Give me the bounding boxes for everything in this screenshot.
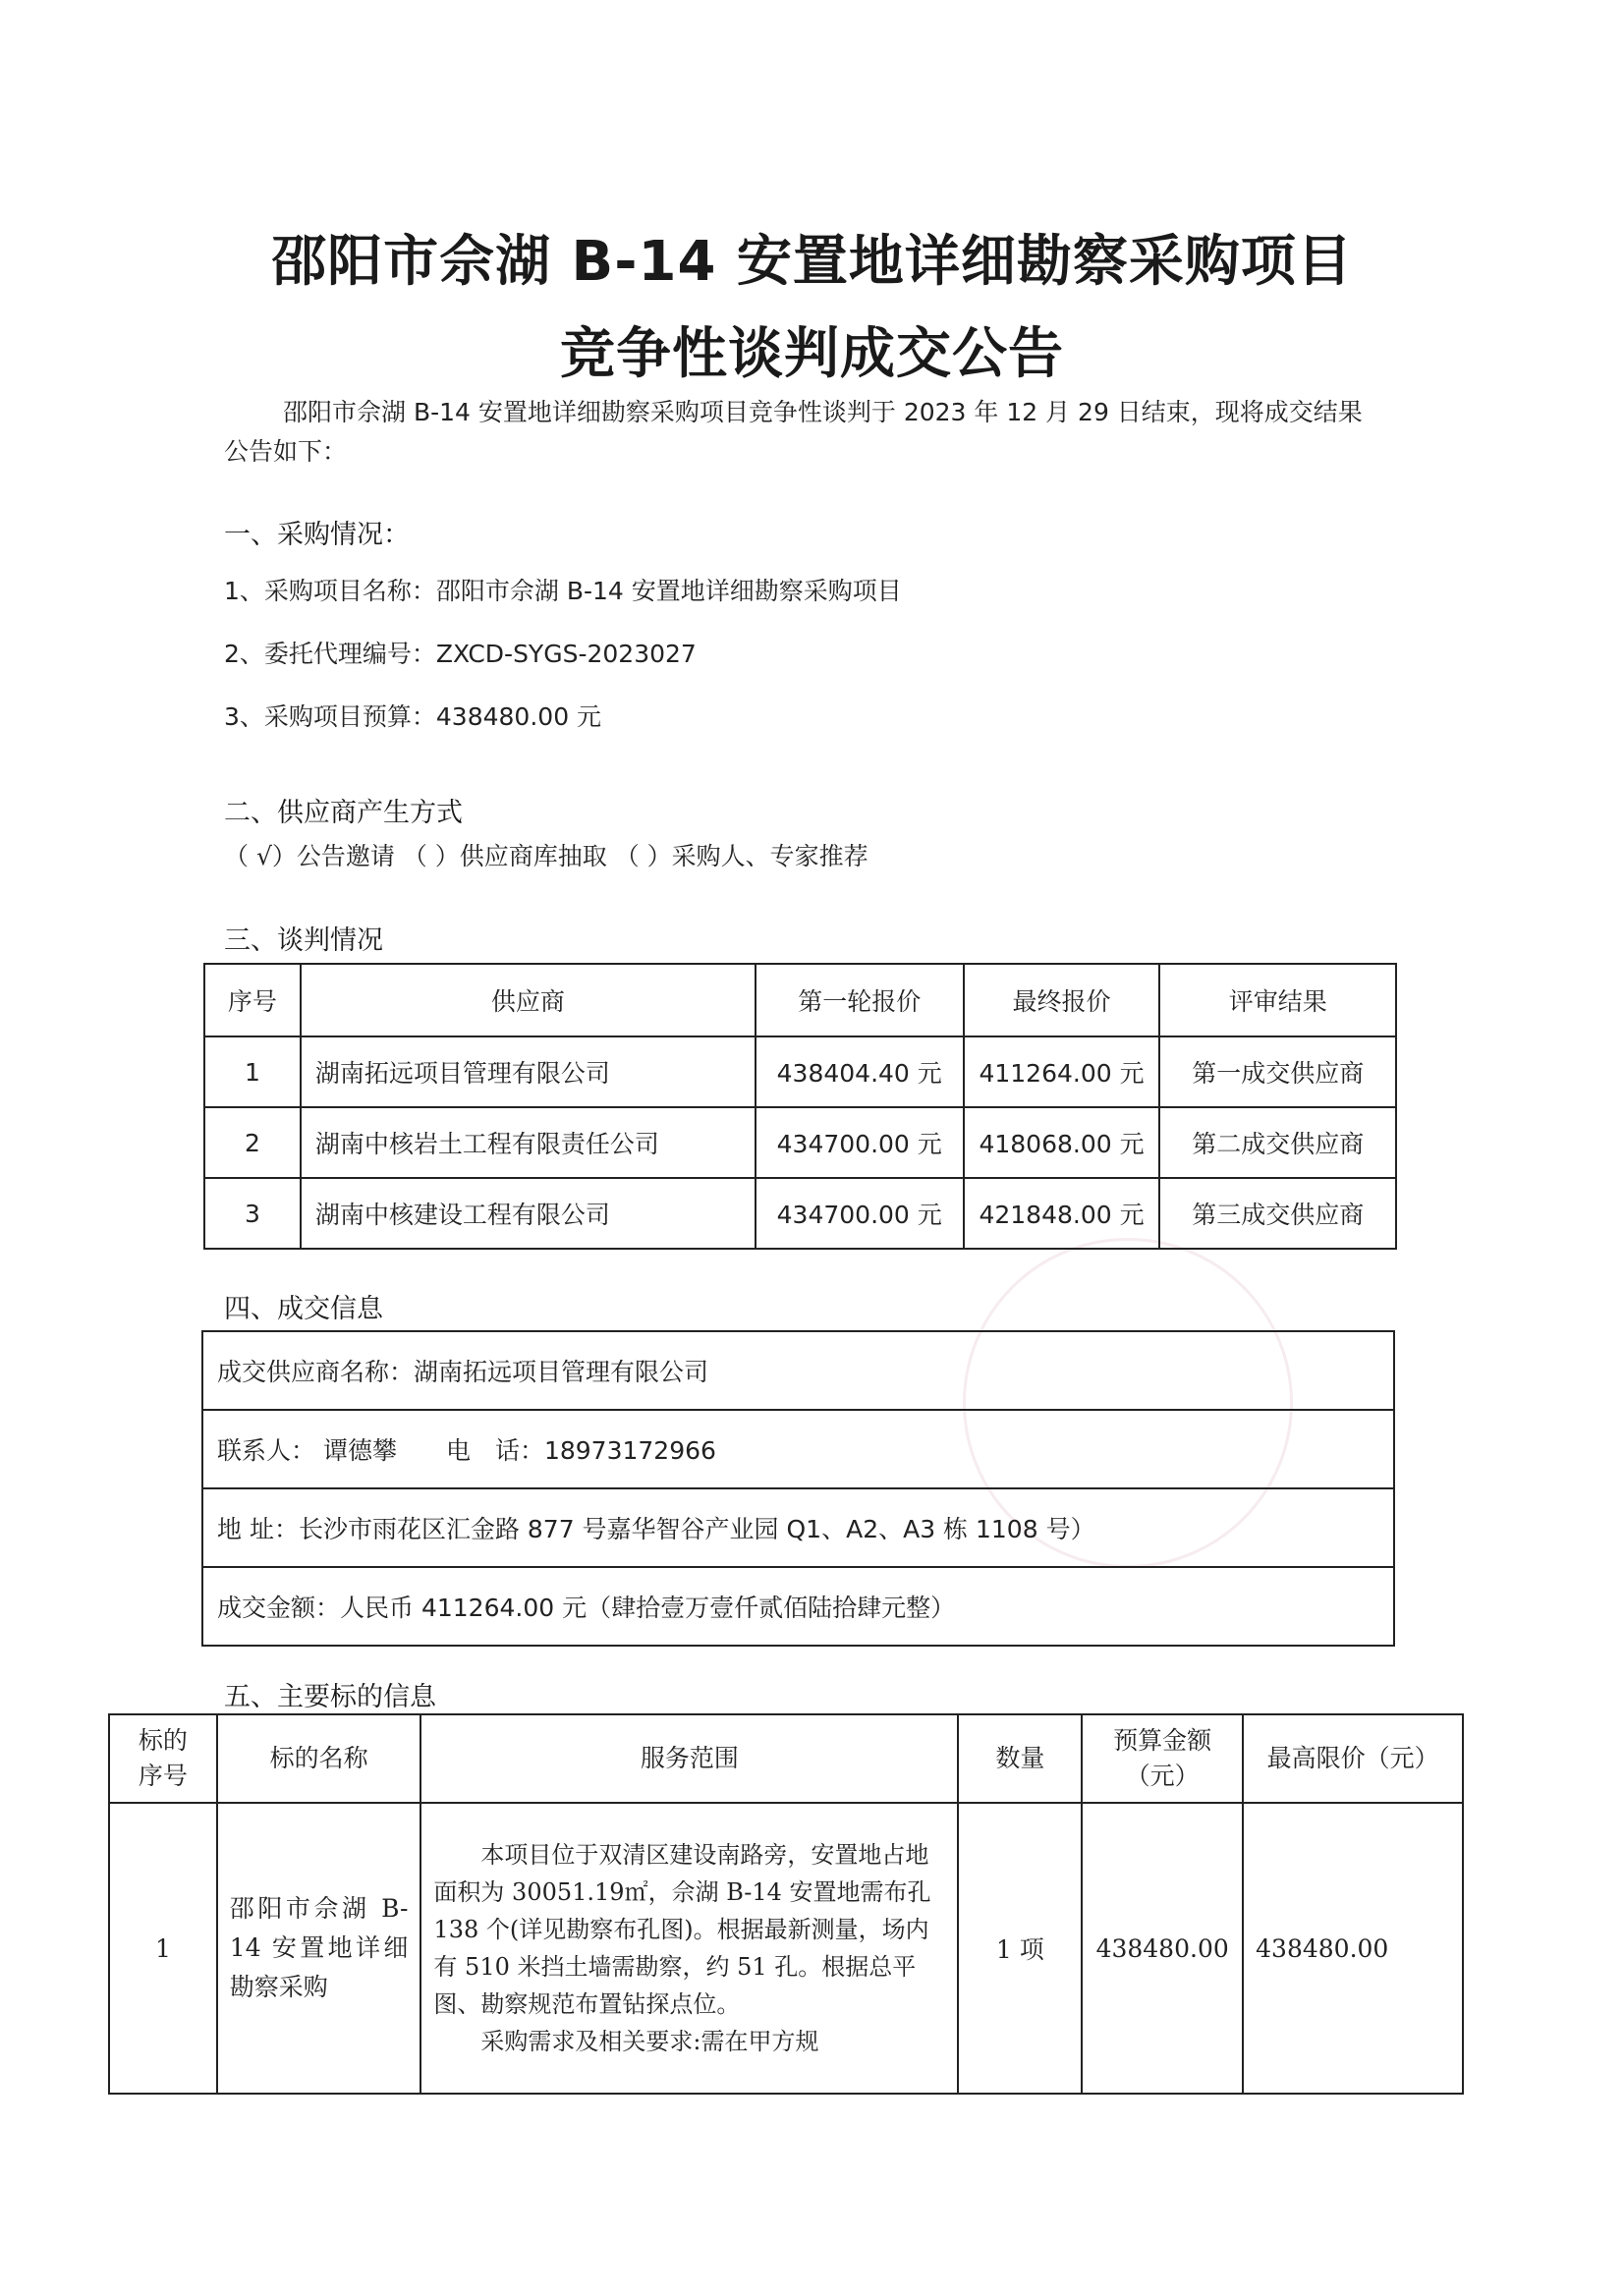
table-header-row	[109, 1714, 1463, 1803]
scope-paragraph-1: 本项目位于双清区建设南路旁，安置地占地面积为 30051.19㎡，佘湖 B-14 安置地需布孔 138 个(详见勘察布孔图)。根据最新测量，场内有 510 米挡土墙需勘察，约 51 孔。根据总平图、勘察规范布置钻探点位。	[433, 1841, 931, 2018]
cell-service-scope	[420, 1803, 958, 2094]
cell-budget: 438480.00	[1082, 1803, 1243, 2094]
table-row	[109, 1803, 1463, 2094]
cell-result: 第三成交供应商	[1159, 1178, 1396, 1249]
col-header-index: 序号	[204, 964, 301, 1036]
cell-result: 第一成交供应商	[1159, 1036, 1396, 1107]
section1-heading: 一、采购情况：	[224, 520, 410, 550]
cell-final-bid: 411264.00 元	[964, 1036, 1160, 1107]
scope-paragraph-2: 采购需求及相关要求:需在甲方规	[480, 2028, 819, 2055]
awarded-supplier-name: 成交供应商名称：湖南拓远项目管理有限公司	[202, 1331, 1394, 1410]
subject-info-table	[108, 1713, 1464, 2095]
col-header-budget	[1082, 1714, 1243, 1803]
negotiation-table	[203, 963, 1397, 1250]
cell-supplier: 湖南中核岩土工程有限责任公司	[301, 1107, 756, 1178]
cell-final-bid: 418068.00 元	[964, 1107, 1160, 1178]
header-text: 预算金额 （元）	[1113, 1726, 1212, 1790]
agency-code-line: 2、委托代理编号：ZXCD-SYGS-2023027	[224, 640, 697, 668]
cell-final-bid: 421848.00 元	[964, 1178, 1160, 1249]
cell-max-price: 438480.00	[1243, 1803, 1463, 2094]
cell-first-bid: 434700.00 元	[756, 1178, 964, 1249]
budget-line: 3、采购项目预算：438480.00 元	[224, 702, 602, 731]
table-row	[204, 1036, 1396, 1107]
col-header-service-scope: 服务范围	[420, 1714, 958, 1803]
col-header-first-bid: 第一轮报价	[756, 964, 964, 1036]
cell-supplier: 湖南拓远项目管理有限公司	[301, 1036, 756, 1107]
table-row	[204, 1178, 1396, 1249]
cell-first-bid: 438404.40 元	[756, 1036, 964, 1107]
col-header-max-price: 最高限价（元）	[1243, 1714, 1463, 1803]
col-header-result: 评审结果	[1159, 964, 1396, 1036]
cell-first-bid: 434700.00 元	[756, 1107, 964, 1178]
supplier-method-options: （ √）公告邀请 （ ）供应商库抽取 （ ）采购人、专家推荐	[224, 842, 868, 870]
cell-index: 3	[204, 1178, 301, 1249]
supplier-address: 地 址：长沙市雨花区汇金路 877 号嘉华智谷产业园 Q1、A2、A3 栋 1108 号）	[202, 1488, 1394, 1567]
section3-heading: 三、谈判情况	[224, 925, 383, 956]
header-text: 标的 序号	[138, 1726, 188, 1790]
cell-supplier: 湖南中核建设工程有限公司	[301, 1178, 756, 1249]
cell-index: 2	[204, 1107, 301, 1178]
section4-heading: 四、成交信息	[224, 1294, 383, 1324]
col-header-supplier: 供应商	[301, 964, 756, 1036]
contact-and-phone: 联系人： 谭德攀 电 话：18973172966	[202, 1410, 1394, 1488]
project-name-line: 1、采购项目名称：邵阳市佘湖 B-14 安置地详细勘察采购项目	[224, 577, 902, 605]
document-title-line1: 邵阳市佘湖 B-14 安置地详细勘察采购项目	[271, 230, 1353, 294]
col-header-final-bid: 最终报价	[964, 964, 1160, 1036]
cell-subject-index: 1	[109, 1803, 217, 2094]
section5-heading: 五、主要标的信息	[224, 1682, 436, 1712]
cell-index: 1	[204, 1036, 301, 1107]
award-amount: 成交金额：人民币 411264.00 元（肆拾壹万壹仟贰佰陆拾肆元整）	[202, 1567, 1394, 1646]
col-header-subject-index	[109, 1714, 217, 1803]
award-info-table	[201, 1330, 1395, 1647]
section2-heading: 二、供应商产生方式	[224, 798, 463, 828]
intro-paragraph: 邵阳市佘湖 B-14 安置地详细勘察采购项目竞争性谈判于 2023 年 12 月 29 日结束，现将成交结果公告如下：	[224, 398, 1363, 466]
cell-result: 第二成交供应商	[1159, 1107, 1396, 1178]
cell-subject-name: 邵阳市佘湖 B-14 安置地详细勘察采购	[217, 1803, 421, 2094]
cell-quantity: 1 项	[958, 1803, 1082, 2094]
table-header-row	[204, 964, 1396, 1036]
document-title-line2: 竞争性谈判成交公告	[560, 322, 1064, 386]
table-row	[204, 1107, 1396, 1178]
col-header-subject-name: 标的名称	[217, 1714, 421, 1803]
col-header-quantity: 数量	[958, 1714, 1082, 1803]
